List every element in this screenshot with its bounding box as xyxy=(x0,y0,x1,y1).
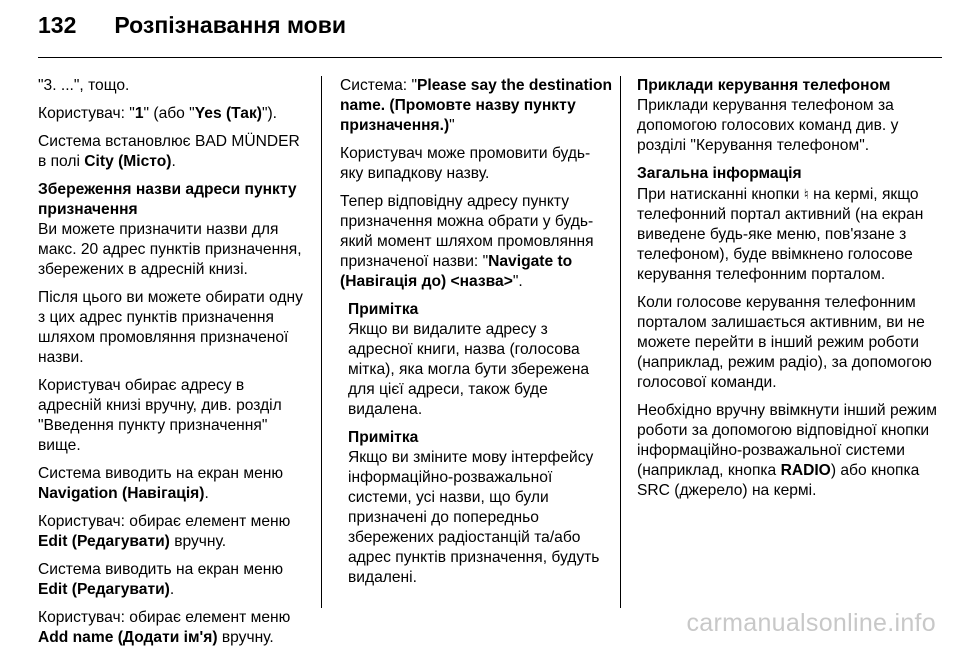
note-heading: Примітка xyxy=(348,429,419,446)
note-text: Якщо ви зміните мову інтерфейсу інформаційно-розважальної системи, усі назви, що були призначені до попередньо збережених радіостанцій та/або адрес пунктів призначення, будуть видалені. xyxy=(348,449,600,586)
paragraph: Необхідно вручну ввімкнути інший режим роботи за допомогою відповідної кнопки інформаційно-розважальної системи (наприклад, кнопка RADIO) або кнопка SRC (джерело) на кермі. xyxy=(637,402,937,499)
column-middle xyxy=(340,76,612,596)
paragraph: При натисканні кнопки ♮ на кермі, якщо телефонний портал активний (на екран виведене будь-яке меню, пов'язане з телефоном), буде ввімкнено голосове керування телефонним порталом. xyxy=(637,186,924,283)
section-heading: Загальна інформація xyxy=(637,165,802,182)
paragraph: Коли голосове керування телефонним порталом залишається активним, ви не можете перейти в інший режим роботи (наприклад, режим радіо), за допомогою голосової команди. xyxy=(637,294,932,391)
page-title: Розпізнавання мови xyxy=(114,12,346,38)
note-text: Якщо ви видалите адресу з адресної книги, назва (голосова мітка), яка могла бути збережена для цієї адреси, також буде видалена. xyxy=(348,321,590,418)
column-divider xyxy=(321,76,322,608)
section-heading: Збереження назви адреси пункту призначення xyxy=(38,181,297,218)
paragraph: Система виводить на екран меню Edit (Редагувати). xyxy=(38,561,284,598)
paragraph: "3. ...", тощо. xyxy=(38,77,130,94)
section-heading: Приклади керування телефоном xyxy=(637,77,891,94)
voice-command-icon: ♮ xyxy=(803,186,809,202)
paragraph: Система встановлює BAD MÜNDER в полі City (Місто). xyxy=(38,133,300,170)
paragraph: Користувач може промовити будь-яку випадкову назву. xyxy=(340,145,591,182)
page-header xyxy=(38,12,346,52)
paragraph: Користувач: обирає елемент меню Add name (Додати ім'я) вручну. xyxy=(38,609,291,646)
column-divider xyxy=(620,76,621,608)
paragraph: Користувач: обирає елемент меню Edit (Редагувати) вручну. xyxy=(38,513,291,550)
watermark: carmanualsonline.info xyxy=(686,609,936,637)
note-heading: Примітка xyxy=(348,301,419,318)
paragraph: Користувач: "1" (або "Yes (Так)"). xyxy=(38,105,278,122)
paragraph: Ви можете призначити назви для макс. 20 адрес пунктів призначення, збережених в адресній книзі. xyxy=(38,221,302,278)
paragraph: Приклади керування телефоном за допомогою голосових команд див. у розділі "Керування телефоном". xyxy=(637,97,899,154)
column-left xyxy=(38,76,310,656)
paragraph: Тепер відповідну адресу пункту призначення можна обрати у будь-який момент шляхом промовляння призначеної назви: "Navigate to (Навігація до) <назва>". xyxy=(340,193,594,290)
paragraph: Після цього ви можете обирати одну з цих адрес пунктів призначення шляхом промовляння призначеної назви. xyxy=(38,289,303,366)
header-rule xyxy=(38,57,942,58)
paragraph: Система виводить на екран меню Navigation (Навігація). xyxy=(38,465,284,502)
paragraph: Користувач обирає адресу в адресній книзі вручну, див. розділ "Введення пункту призначення" вище. xyxy=(38,377,282,454)
column-right xyxy=(637,76,937,509)
paragraph: Система: "Please say the destination name. (Промовте назву пункту призначення.)" xyxy=(340,77,613,134)
page-number: 132 xyxy=(38,12,77,38)
